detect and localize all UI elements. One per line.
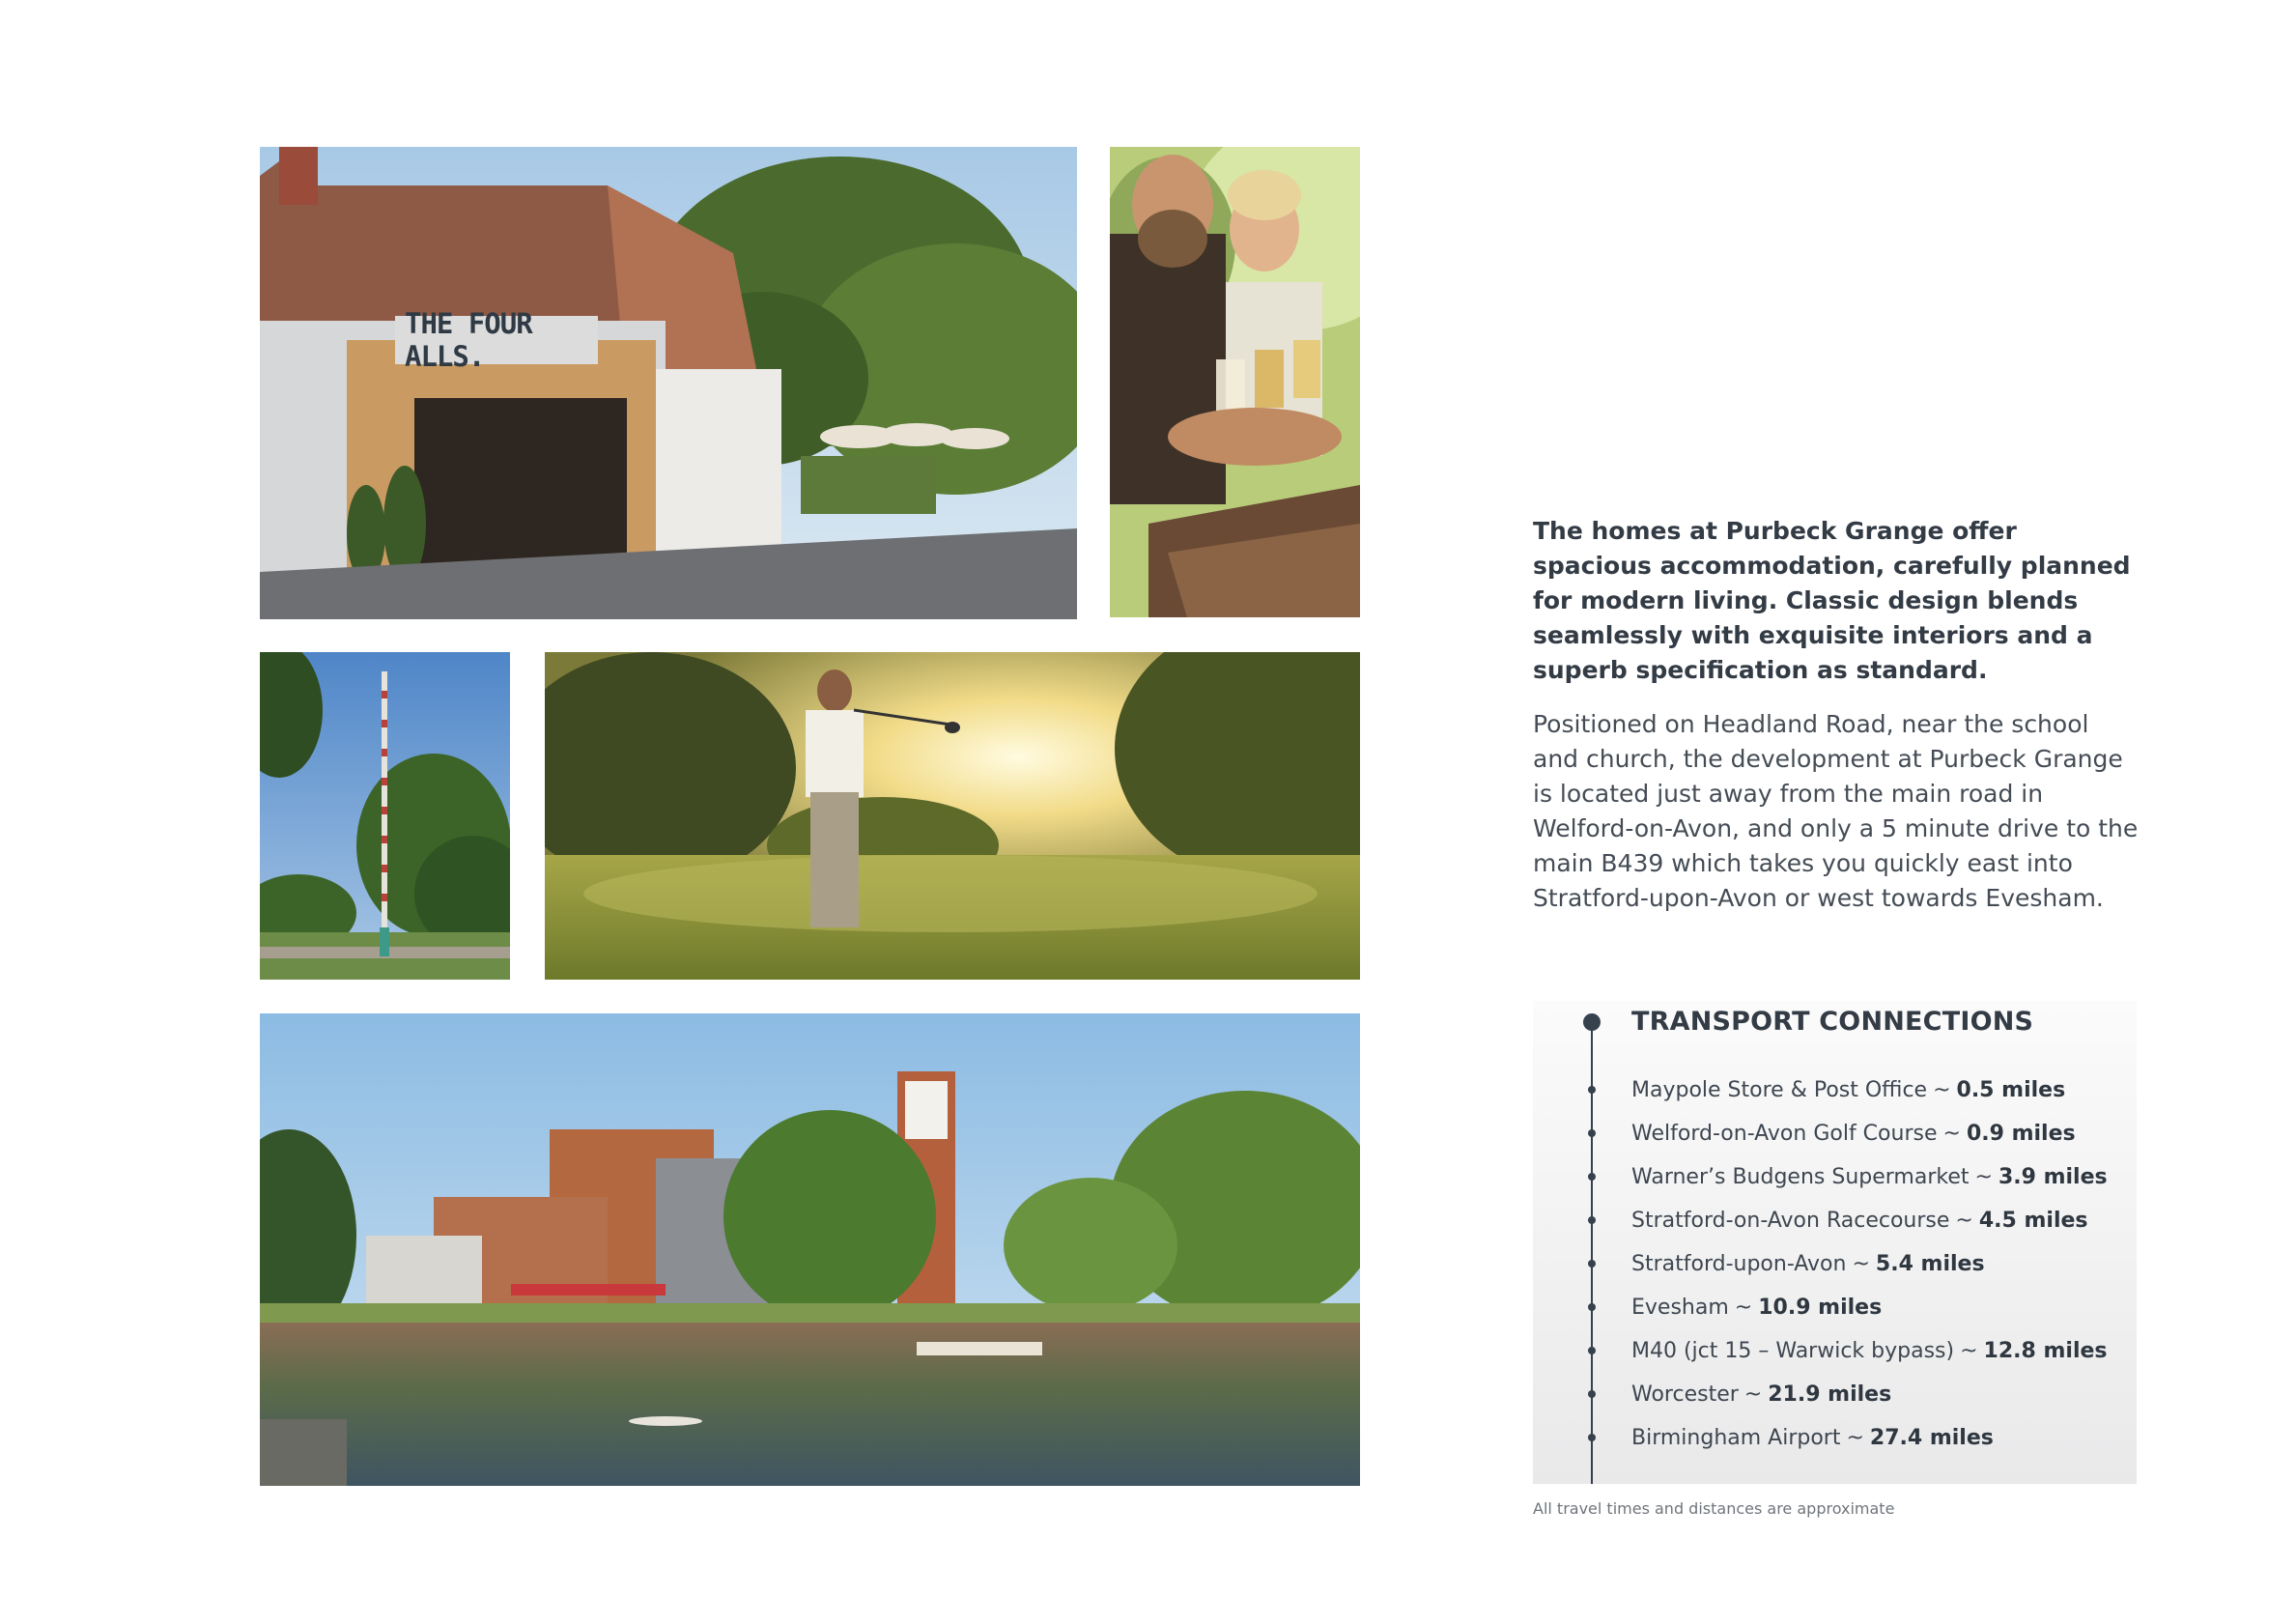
timeline-dot (1588, 1390, 1596, 1398)
transport-separator: ~ (1852, 1252, 1870, 1276)
transport-place: Evesham (1631, 1296, 1729, 1320)
transport-item (1533, 1112, 2137, 1155)
pub-sign: THE FOUR ALLS. (405, 307, 532, 373)
transport-separator: ~ (1743, 1382, 1763, 1407)
footnote: All travel times and distances are approximate (1533, 1499, 1895, 1518)
pub-photo (260, 147, 1077, 619)
toasting-photo (1110, 147, 1360, 617)
transport-place: Maypole Store & Post Office (1631, 1078, 1928, 1102)
timeline-dot (1588, 1129, 1596, 1137)
golf-photo (545, 652, 1360, 980)
golf-photo-illustration (545, 652, 1360, 980)
transport-place: Worcester (1631, 1382, 1739, 1407)
transport-distance: 12.8 miles (1983, 1339, 2108, 1363)
riverside-photo-illustration (260, 1013, 1360, 1486)
transport-place: Welford-on-Avon Golf Course (1631, 1122, 1938, 1146)
transport-separator: ~ (1942, 1122, 1961, 1146)
transport-item (1533, 1373, 2137, 1416)
transport-separator: ~ (1955, 1209, 1973, 1233)
transport-item (1533, 1286, 2137, 1329)
transport-separator: ~ (1734, 1296, 1753, 1320)
maypole-photo-illustration (260, 652, 510, 980)
transport-item (1533, 1416, 2137, 1460)
timeline-dot (1588, 1303, 1596, 1311)
transport-distance: 10.9 miles (1758, 1296, 1883, 1320)
transport-separator: ~ (1933, 1078, 1951, 1102)
transport-distance: 0.9 miles (1966, 1122, 2076, 1146)
transport-distance: 3.9 miles (1998, 1165, 2108, 1189)
transport-place: Stratford-on-Avon Racecourse (1631, 1209, 1950, 1233)
timeline-dot (1588, 1260, 1596, 1268)
toasting-photo-illustration (1110, 147, 1360, 617)
transport-separator: ~ (1960, 1339, 1978, 1363)
transport-item (1533, 1242, 2137, 1286)
transport-item (1533, 1068, 2137, 1112)
transport-item (1533, 1199, 2137, 1242)
intro-headline: The homes at Purbeck Grange offer spacious accommodation, carefully planned for modern living. Classic design blends seamlessly with exquisite interiors and a superb specification as standard. (1533, 517, 2131, 684)
timeline-top-dot (1583, 1013, 1601, 1031)
timeline-dot (1588, 1086, 1596, 1094)
transport-item (1533, 1155, 2137, 1199)
pub-photo-illustration (260, 147, 1077, 619)
transport-distance: 0.5 miles (1956, 1078, 2066, 1102)
riverside-photo (260, 1013, 1360, 1486)
transport-list (1533, 1068, 2137, 1460)
intro-section (1533, 514, 2141, 916)
transport-place: Warner’s Budgens Supermarket (1631, 1165, 1970, 1189)
transport-distance: 21.9 miles (1768, 1382, 1892, 1407)
maypole-photo (260, 652, 510, 980)
transport-separator: ~ (1974, 1165, 1993, 1189)
transport-place: Stratford-upon-Avon (1631, 1252, 1847, 1276)
transport-panel (1533, 1001, 2137, 1484)
intro-body: Positioned on Headland Road, near the school and church, the development at Purbeck Grange is located just away from the main road in Welford-on-Avon, and only a 5 minute drive to the main B439 which takes you quickly east into Stratford-upon-Avon or west towards Evesham. (1533, 710, 2139, 912)
transport-place: M40 (jct 15 – Warwick bypass) (1631, 1339, 1955, 1363)
transport-distance: 5.4 miles (1875, 1252, 1985, 1276)
timeline-dot (1588, 1434, 1596, 1441)
timeline-dot (1588, 1216, 1596, 1224)
transport-item (1533, 1329, 2137, 1373)
transport-heading: TRANSPORT CONNECTIONS (1631, 1007, 2034, 1037)
transport-distance: 4.5 miles (1978, 1209, 2088, 1233)
timeline-dot (1588, 1347, 1596, 1354)
transport-distance: 27.4 miles (1869, 1426, 1994, 1450)
timeline-dot (1588, 1173, 1596, 1181)
transport-separator: ~ (1846, 1426, 1864, 1450)
transport-place: Birmingham Airport (1631, 1426, 1841, 1450)
